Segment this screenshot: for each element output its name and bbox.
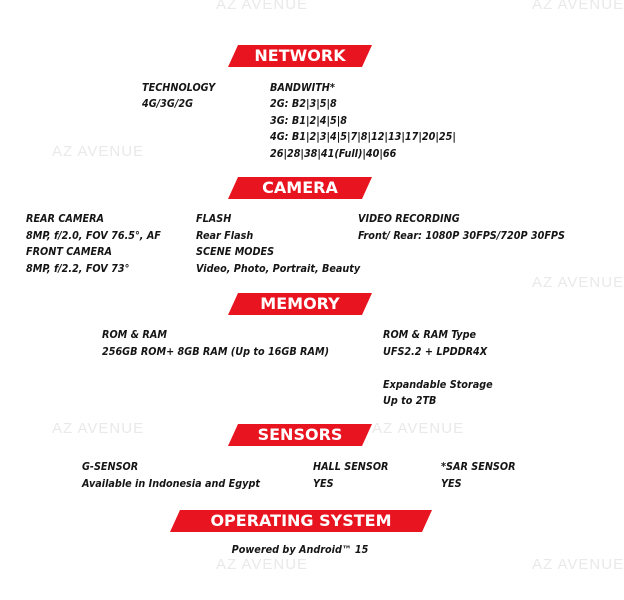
front-camera-value: 8MP, f/2.2, FOV 73° <box>26 263 130 275</box>
network-banner <box>228 45 372 67</box>
watermark: AZ AVENUE <box>52 420 145 437</box>
scene-modes-label: SCENE MODES <box>196 246 275 258</box>
watermark: AZ AVENUE <box>532 556 624 573</box>
sensors-banner <box>228 424 372 446</box>
g-sensor-label: G-SENSOR <box>82 461 139 473</box>
rom-ram-type-label: ROM & RAM Type <box>383 329 477 341</box>
watermark: AZ AVENUE <box>216 0 309 13</box>
bandwidth-label: BANDWITH* <box>270 82 335 94</box>
memory-title: MEMORY <box>260 294 340 313</box>
hall-sensor-label: HALL SENSOR <box>313 461 389 473</box>
watermark: AZ AVENUE <box>216 556 309 573</box>
rear-camera-label: REAR CAMERA <box>26 213 105 225</box>
bandwidth-2g: 2G: B2|3|5|8 <box>270 98 337 110</box>
rom-ram-value: 256GB ROM+ 8GB RAM (Up to 16GB RAM) <box>102 346 330 358</box>
bandwidth-4g-line2: 26|28|38|41(Full)|40|66 <box>270 148 397 160</box>
watermark: AZ AVENUE <box>52 143 145 160</box>
bandwidth-3g: 3G: B1|2|4|5|8 <box>270 115 347 127</box>
camera-title: CAMERA <box>262 178 338 197</box>
video-recording-value: Front/ Rear: 1080P 30FPS/720P 30FPS <box>358 230 565 242</box>
sar-sensor-value: YES <box>441 478 462 490</box>
os-banner <box>170 510 432 532</box>
g-sensor-value: Available in Indonesia and Egypt <box>82 478 261 490</box>
watermark: AZ AVENUE <box>532 274 624 291</box>
os-title: OPERATING SYSTEM <box>210 511 392 530</box>
rom-ram-label: ROM & RAM <box>102 329 167 341</box>
camera-banner <box>228 177 372 199</box>
sar-sensor-label: *SAR SENSOR <box>441 461 516 473</box>
technology-label: TECHNOLOGY <box>142 82 216 94</box>
watermark: AZ AVENUE <box>372 420 465 437</box>
expandable-storage-label: Expandable Storage <box>383 379 493 391</box>
memory-banner <box>228 293 372 315</box>
technology-value: 4G/3G/2G <box>142 98 194 110</box>
network-title: NETWORK <box>254 46 346 65</box>
bandwidth-4g-line1: 4G: B1|2|3|4|5|7|8|12|13|17|20|25| <box>270 131 456 143</box>
hall-sensor-value: YES <box>313 478 334 490</box>
expandable-storage-value: Up to 2TB <box>383 395 437 407</box>
rear-camera-value: 8MP, f/2.0, FOV 76.5°, AF <box>26 230 161 242</box>
front-camera-label: FRONT CAMERA <box>26 246 112 258</box>
scene-modes-value: Video, Photo, Portrait, Beauty <box>196 263 361 275</box>
flash-label: FLASH <box>196 213 232 225</box>
video-recording-label: VIDEO RECORDING <box>358 213 460 225</box>
watermark: AZ AVENUE <box>532 0 624 13</box>
rom-ram-type-value: UFS2.2 + LPDDR4X <box>383 346 488 358</box>
sensors-title: SENSORS <box>257 425 343 444</box>
flash-value: Rear Flash <box>196 230 254 242</box>
os-value: Powered by Android™ 15 <box>231 544 369 556</box>
